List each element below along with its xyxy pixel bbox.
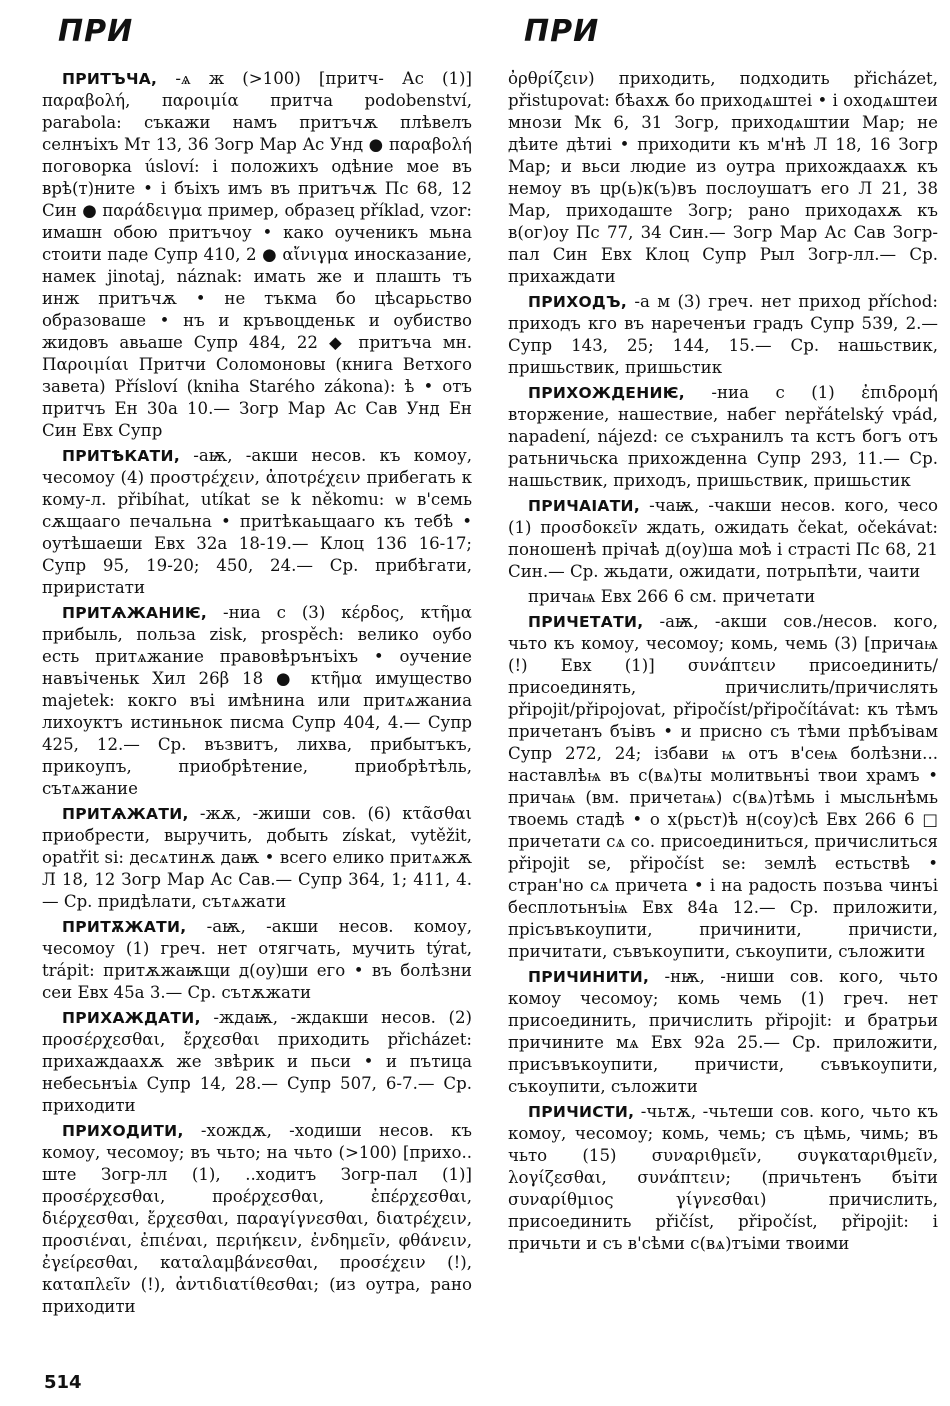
- entry: [42, 1007, 472, 1117]
- headword: ПРИХОЖДЕНИѤ,: [528, 384, 685, 402]
- headword: ПРИХОДИТИ,: [62, 1122, 184, 1140]
- entry-text: -ниа с (3) κέρδος, κτῆμα прибыль, польза zisk, prospěch: велико оубо есть притѧжание правовѣрънъіхъ • оучение навъіченьк Хил 26β 18 ● κτῆμα имущество majetek: кокго въі имѣнина или притѧжаниа лихоуктъ истиньнок писма Супр 404, 4.— Супр 425, 12.— Ср. възвитъ, лихва, прибытъкъ, прикоупъ, приобрѣтение, приобрѣтѣль, сътѧжание: [42, 603, 472, 798]
- running-head-left: ПРИ: [58, 14, 134, 49]
- entry-text: -ждаѭ, -ждакши несов. (2) προσέρχεσθαι, ἔρχεσθαι приходить přicházet: прихаждаахѫ же звѣрик и пьси • и пътица небесьнъіѧ Супр 14, 28.— Супр 507, 6-7.— Ср. приходити: [42, 1008, 472, 1115]
- entry-text: -ниа с (1) ἐπιδρομή вторжение, нашествие, набег nepřátelský vpád, napadení, nájezd: се съхранилъ та кстъ богъ отъ ратьничьска прихожденна Супр 293, 11.— Ср. нашьствик, приходъ, пришьствик, пришьстик: [508, 383, 938, 490]
- entry-text: -аѭ, -акши несов. комоу, чесомоу (1) греч. нет отягчать, мучить týrat, trápit: притѫжаѭщи д(оу)ши его • въ болѣзни сеи Евх 45а 3.— Ср. сътѫжати: [42, 917, 472, 1002]
- headword: ПРИТѦЖАТИ,: [62, 805, 189, 823]
- headword: ПРИХОДЪ,: [528, 293, 628, 311]
- entry-text: -аѭ, -акши сов./несов. кого, чьто къ комоу, чесомоу; комь, чемь (3) [причаѩ (!) Евх (1)] συνάπτειν присоединить/присоединять, причислить/причислять připojit/připojovat, připočíst/připočítávat: къ тѣмъ причетанъ бъівъ • и присно съ тѣми прѣбъівам Супр 272, 24; ізбави ѩ отъ в'сеѩ болѣзни... наставлѣѩ въ с(вѧ)ты молитвьнъі твои храмъ • причаѩ (вм. причетаѩ) с(вѧ)тѣмь і мысльнѣмь твоемь стадѣ • о х(рьст)ѣ н(соу)сѣ Евх 266 6 □ причетати сѧ со. присоединиться, причислиться připojit se, připočíst se: землѣ естьствѣ • стран'но сѧ причета • і на радость позъва чинъі бесплотьнъіѩ Евх 84а 12.— Ср. приложити, прісъвъкоупити, причинити, причисти, причитати, съвъкоупити, съкоупити, съложити: [508, 612, 938, 961]
- entry-text: причаѩ Евх 266 6 см. причетати: [528, 587, 816, 606]
- entry: [508, 966, 938, 1098]
- entry-continuation: [508, 68, 938, 288]
- headword: ПРИЧАІАТИ,: [528, 497, 641, 515]
- entry: [508, 1101, 938, 1255]
- entry: [42, 602, 472, 800]
- headword: ПРИТѢКАТИ,: [62, 447, 181, 465]
- entry: [42, 803, 472, 913]
- entry: [508, 611, 938, 963]
- left-column: [42, 68, 472, 1321]
- entry: [42, 68, 472, 442]
- entry: [508, 495, 938, 583]
- headword: ПРИТѪЖАТИ,: [62, 918, 187, 936]
- entry: [42, 1120, 472, 1318]
- entry-text: -чьтѫ, -чьтеши сов. кого, чьто къ комоу, чесомоу; комь, чемь; съ цѣмь, чимь; въ чьто (15) συναριθμεῖν, συγκαταριθμεῖν, λογίζεσθαι, συνάπτειν; (причьтенъ бъіти συναρίθμιος γίγνεσθαι) причислить, присоединить přičíst, připočíst, připojit: і причьти и съ в'сѣми с(вѧ)тъіми твоими: [508, 1102, 938, 1253]
- entry-text: -а м (3) греч. нет приход příchod: приходъ кго въ нареченъи градъ Супр 539, 2.— Супр 143, 25; 144, 15.— Ср. нашьствик, пришьствик, пришьстик: [508, 292, 938, 377]
- running-head-right: ПРИ: [524, 14, 600, 49]
- right-column: [508, 68, 938, 1258]
- entry-text: -аѭ, -акши несов. къ комоу, чесомоу (4) προστρέχειν, ἀποτρέχειν прибегать к кому-л. přibíhat, utíkat se k někomu: ѡ в'семь сѫщааго печальна • притѣкаьщааго къ тебѣ • оутѣшаеши Евх 32а 18-19.— Клоц 136 16-17; Супр 95, 19-20; 450, 24.— Ср. прибѣгати, приристати: [42, 446, 472, 597]
- entry: [508, 382, 938, 492]
- headword: ПРИТЪЧА,: [62, 70, 158, 88]
- entry: [508, 586, 938, 608]
- entry-text: -нѭ, -ниши сов. кого, чьто комоу чесомоу; комь чемь (1) греч. нет присоединить, причислить připojit: и братрьи причините мѧ Евх 92а 25.— Ср. приложити, присъвъкоупити, причисти, съвъкоупити, съкоупити, съложити: [508, 967, 938, 1096]
- entry-text: -чаѭ, -чакши несов. кого, чесо (1) προσδοκεῖν ждать, ожидать čekat, očekávat: поношенѣ прічаѣ д(оу)ша моѣ і страсті Пс 68, 21 Син.— Ср. жьдати, ожидати, потрьпѣти, чаити: [508, 496, 938, 581]
- headword: ПРИЧЕТАТИ,: [528, 613, 644, 631]
- entry-text: ὀρθρίζειν) приходить, подходить přicházet, přistupovat: бѣахѫ бо приходѧштеі • і оходѧштеи мнози Мк 6, 31 Зогр, приходѧштии Мар; не дѣите дѣтиі • приходити къ м'нѣ Л 18, 16 Зогр Мар; и вьси людие из оутра прихождаахѫ къ немоу въ цр(ь)к(ъ)въ послоушатъ его Л 21, 38 Мар, приходаште Зогр; рано приходахѫ къ в(ог)оу Пс 77, 34 Син.— Зогр Мар Ас Сав Зогр-пал Син Евх Клоц Супр Рыл Зогр-лл.— Ср. прихаждати: [508, 69, 938, 286]
- headword: ПРИЧИСТИ,: [528, 1103, 635, 1121]
- entry: [508, 291, 938, 379]
- entry-text: -хождѫ, -ходиши несов. къ комоу, чесомоу; въ чьто; на чьто (>100) [прихо.. ште Зогр-лл (1), ..ходитъ Зогр-пал (1)] προσέρχεσθαι, προέρχεσθαι, ἐπέρχεσθαι, διέρχεσθαι, ἔρχεσθαι, παραγίγνεσθαι, διατρέχειν, προσιέναι, ἐπιέναι, περιήκειν, ἐνδημεῖν, φθάνειν, ἐγείρεσθαι, καταλαμβάνεσθαι, προσέχειν (!), καταπλεῖν (!), ἀντιδιατίθεσθαι; (из оутра, рано приходити: [42, 1121, 472, 1316]
- entry: [42, 916, 472, 1004]
- entry: [42, 445, 472, 599]
- page-number: 514: [44, 1372, 82, 1393]
- headword: ПРИХАЖДАТИ,: [62, 1009, 201, 1027]
- entry-text: -ѧ ж (>100) [притч- Ас (1)] παραβολή, παροιμία притча podobenství, parabola: съкажи намъ притъчѫ плѣвелъ селнъіхъ Мт 13, 36 Зогр Мар Ас Унд ● παραβολή поговорка úsloví: і положихъ одѣние мое въ врѣ(т)ните • і бъіхъ имъ въ притъчѫ Пс 68, 12 Син ● παράδειγμα пример, образец příklad, vzor: имашн обою притъчоу • како оученикъ мьна стоити паде Супр 410, 2 ● αἴνιγμα иносказание, намек jinotaj, náznak: имать же и плашть тъ инж притъчѫ • не тъкма бо цѣсарьство образоваше • нъ и кръвоцденьк и оубиство жидовъ авьаше Супр 484, 22 ◆ притъча мн. Παροιμίαι Притчи Соломоновы (книга Ветхого завета) Přísloví (kniha Starého zákona): ѣ • отъ притчъ Ен 30а 10.— Зогр Мар Ас Сав Унд Ен Син Евх Супр: [42, 69, 472, 440]
- headword: ПРИТѦЖАНИѤ,: [62, 604, 208, 622]
- headword: ПРИЧИНИТИ,: [528, 968, 650, 986]
- entry-text: -жѫ, -жиши сов. (6) κτᾶσθαι приобрести, выручить, добыть získat, vytěžit, opatřit si: десѧтинѫ даѭ • всего елико притѧжѫ Л 18, 12 Зогр Мар Ас Сав.— Супр 364, 1; 411, 4.— Ср. придѣлати, сътѧжати: [42, 804, 472, 911]
